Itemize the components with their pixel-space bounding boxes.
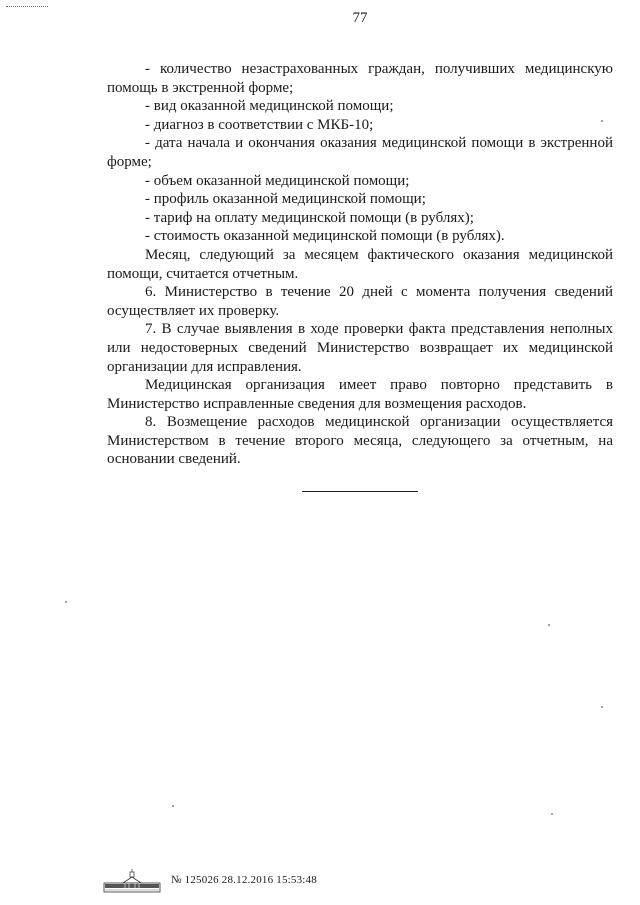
end-of-text-rule: [302, 491, 418, 492]
bullet-item: - стоимость оказанной медицинской помощи (в рублях).: [145, 228, 505, 245]
paragraph: 8. Возмещение расходов медицинской организации осуществляется Министерством в течение второго месяца, следующего за отчетным, на основании сведений.: [107, 414, 613, 468]
bullet-item: - дата начала и окончания оказания медицинской помощи в экстренной форме;: [107, 135, 613, 170]
scan-speck: [65, 601, 67, 603]
bullet-item: - тариф на оплату медицинской помощи (в рублях);: [145, 209, 474, 226]
document-body: [107, 60, 613, 469]
page-number: 77: [352, 10, 368, 26]
scan-speck: [601, 706, 603, 708]
bullet-item: - объем оказанной медицинской помощи;: [145, 172, 410, 189]
document-footer: [103, 863, 317, 893]
paragraph: 7. В случае выявления в ходе проверки факта представления неполных или недостоверных сведений Министерство возвращает их медицинской организации для исправления.: [107, 321, 613, 375]
scan-speck: [551, 813, 553, 815]
bullet-item: - вид оказанной медицинской помощи;: [145, 98, 394, 115]
scan-speck: [601, 120, 603, 122]
document-registration-id: № 125026 28.12.2016 15:53:48: [171, 874, 317, 886]
scan-speck: [548, 624, 550, 626]
paragraph: Медицинская организация имеет право повторно представить в Министерство исправленные сведения для возмещения расходов.: [107, 377, 613, 412]
paragraph: Месяц, следующий за месяцем фактического оказания медицинской помощи, считается отчетным.: [107, 246, 613, 282]
government-building-stamp-icon: [103, 869, 161, 893]
bullet-item: - количество незастрахованных граждан, получивших медицинскую помощь в экстренной форме;: [107, 61, 613, 96]
scan-speck: [172, 805, 174, 807]
paragraph: 6. Министерство в течение 20 дней с момента получения сведений осуществляет их проверку.: [107, 284, 613, 319]
bullet-item: - профиль оказанной медицинской помощи;: [145, 191, 426, 208]
bullet-item: - диагноз в соответствии с МКБ-10;: [145, 116, 374, 133]
